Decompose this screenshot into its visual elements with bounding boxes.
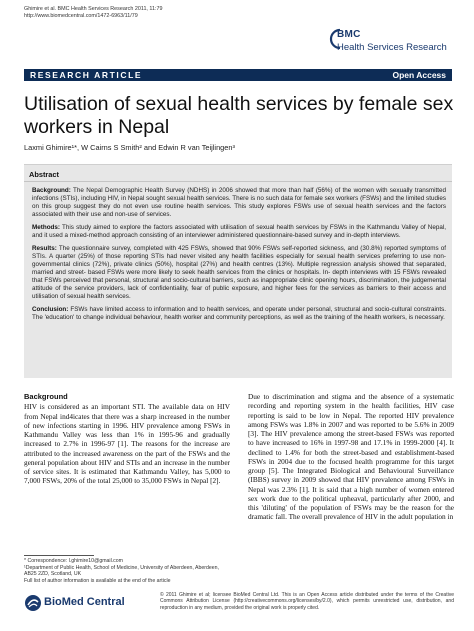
correspondence-note[interactable]: * Correspondence: l.ghimire10@gmail.com [24, 558, 123, 564]
biomed-swirl-icon [24, 594, 42, 612]
abstract-heading: Abstract [29, 170, 59, 179]
footnotes [24, 558, 230, 584]
journal-name: Health Services Research [337, 42, 447, 53]
author-list: Laxmi Ghimire¹*, W Cairns S Smith² and Edwin R van Teijlingen³ [24, 143, 235, 152]
article-type: RESEARCH ARTICLE [30, 70, 143, 80]
license-text: © 2011 Ghimire et al; licensee BioMed Central Ltd. This is an Open Access article distributed under the terms of the Creative Commons Attribution License (http://creativecommons.org/licenses/by/2.0), which permits unrestricted use, distribution, and reproduction in any medium, provided the original work is properly cited. [160, 592, 454, 611]
abstract-background: Background: The Nepal Demographic Health Survey (NDHS) in 2006 showed that more than half (56%) of the women with sexually transmitted infections (STIs), including HIV, in Nepal sought sexual health services. There is no such data for female sex workers (FSWs) and the limited studies on this group suggest they do not even use routine health services. This study explores FSWs use of sexual health services and the factors associated with their use and non-use of services. [32, 187, 446, 219]
abstract-body [32, 187, 446, 326]
section-heading: Background [24, 392, 68, 401]
body-paragraph: Due to discrimination and stigma and the absence of a systematic recording and reporting system in the health facilities, HIV case reporting is said to be low in Nepal. The reported HIV prevalence among FSWs was 1.8% in 2007 and was reported to be 5.6% in 2009 [3]. The HIV prevalence among the street-based FSWs was reported to have increased to 16% in 1997-98 and 17.1% in 1999-2000 [4]. It declined to 1.4% for both the street-based and establishment-based FSWs in 2004 due to the focused health programme for this target group [5]. The Integrated Biological and Behavioural Surveillance (IBBS) survey in 2009 showed that HIV prevalence among FSWs in Nepal was 2.3% [1]. It is said that a high number of women entered sex work due to the political upheaval, particularly after 2000, and this 'diluting' of the population of FSWs may be the reason for the dramatic fall. The overall prevalence of HIV in the adult population in [248, 392, 454, 522]
citation-url[interactable]: http://www.biomedcentral.com/1472-6963/11/79 [24, 13, 138, 19]
footnote-divider [24, 555, 94, 556]
article-title: Utilisation of sexual health services by female sex workers in Nepal [24, 93, 454, 138]
abstract-box [24, 164, 452, 378]
body-column-right [248, 392, 454, 522]
abstract-divider [24, 181, 452, 182]
author-info-note: Full list of author information is available at the end of the article [24, 577, 171, 584]
journal-brand: BMC [337, 29, 361, 40]
open-access-label: Open Access [392, 70, 446, 80]
publisher-name: BioMed Central [44, 596, 125, 608]
journal-logo[interactable] [326, 26, 456, 60]
affiliation-note: ¹Department of Public Health, School of Medicine, University of Aberdeen, Aberdeen, AB25 2ZD, Scotland, UK [24, 564, 219, 578]
body-paragraph: HIV is considered as an important STI. The available data on HIV from Nepal ind4icates that there was a sharp increased in the number of new infections starting in 1996. HIV prevalence among FSWs in Kathmandu Valley was less than 1% in 1995-96 and gradually increased to 2.7% in 1996-97 [1]. The reasons for the increase are attributed to the increased awareness on the part of the FSWs and the general population about HIV and STIs and an increase in the number of service sites. It is estimated that Kathmandu Valley, has 5,000 to 7,000 FSWs, 20% of the total 25,000 to 35,000 FSWs in Nepal [2]. [24, 402, 230, 486]
citation [24, 6, 284, 20]
abstract-results: Results: The questionnaire survey, completed with 425 FSWs, showed that 90% FSWs self-reported sickness, and (30.8%) reported symptoms of STIs. A quarter (25%) of those reporting STIs had never visited any health facilities especially for sexual health services preferring to use non-governmental clinics (72%), private clinics (50%), hospital (27%) and health centres (13%). Multiple regression analysis showed that separated, married and street- based FSWs were more likely to seek health services from the clinics or hospitals. In- depth interviews with 15 FSWs revealed that FSWs perceived that personal, structural and socio-cultural barriers, such as inappropriate clinic opening hours, discrimination, the judgemental attitude of the service providers, lack of confidentiality, fear of public exposure, and higher fees for the services as barriers to their access and utilisation of sexual health services. [32, 244, 446, 301]
publisher-logo[interactable] [24, 592, 144, 616]
abstract-conclusion: Conclusion: FSWs have limited access to information and to health services, and operate under personal, structural and socio-cultural constraints. The 'education' to change individual behaviour, health worker and community perceptions, as well as the training of the health workers, is necessary. [32, 305, 446, 321]
article-banner [24, 69, 452, 81]
abstract-methods: Methods: This study aimed to explore the factors associated with utilisation of sexual health services by FSWs in the Kathmandu Valley of Nepal, and it used a mixed-method approach consisting of an interviewer administered questionnaire-based survey and in-depth interviews. [32, 223, 446, 239]
citation-line: Ghimire et al. BMC Health Services Research 2011, 11:79 [24, 6, 163, 12]
body-column-left [24, 392, 230, 486]
